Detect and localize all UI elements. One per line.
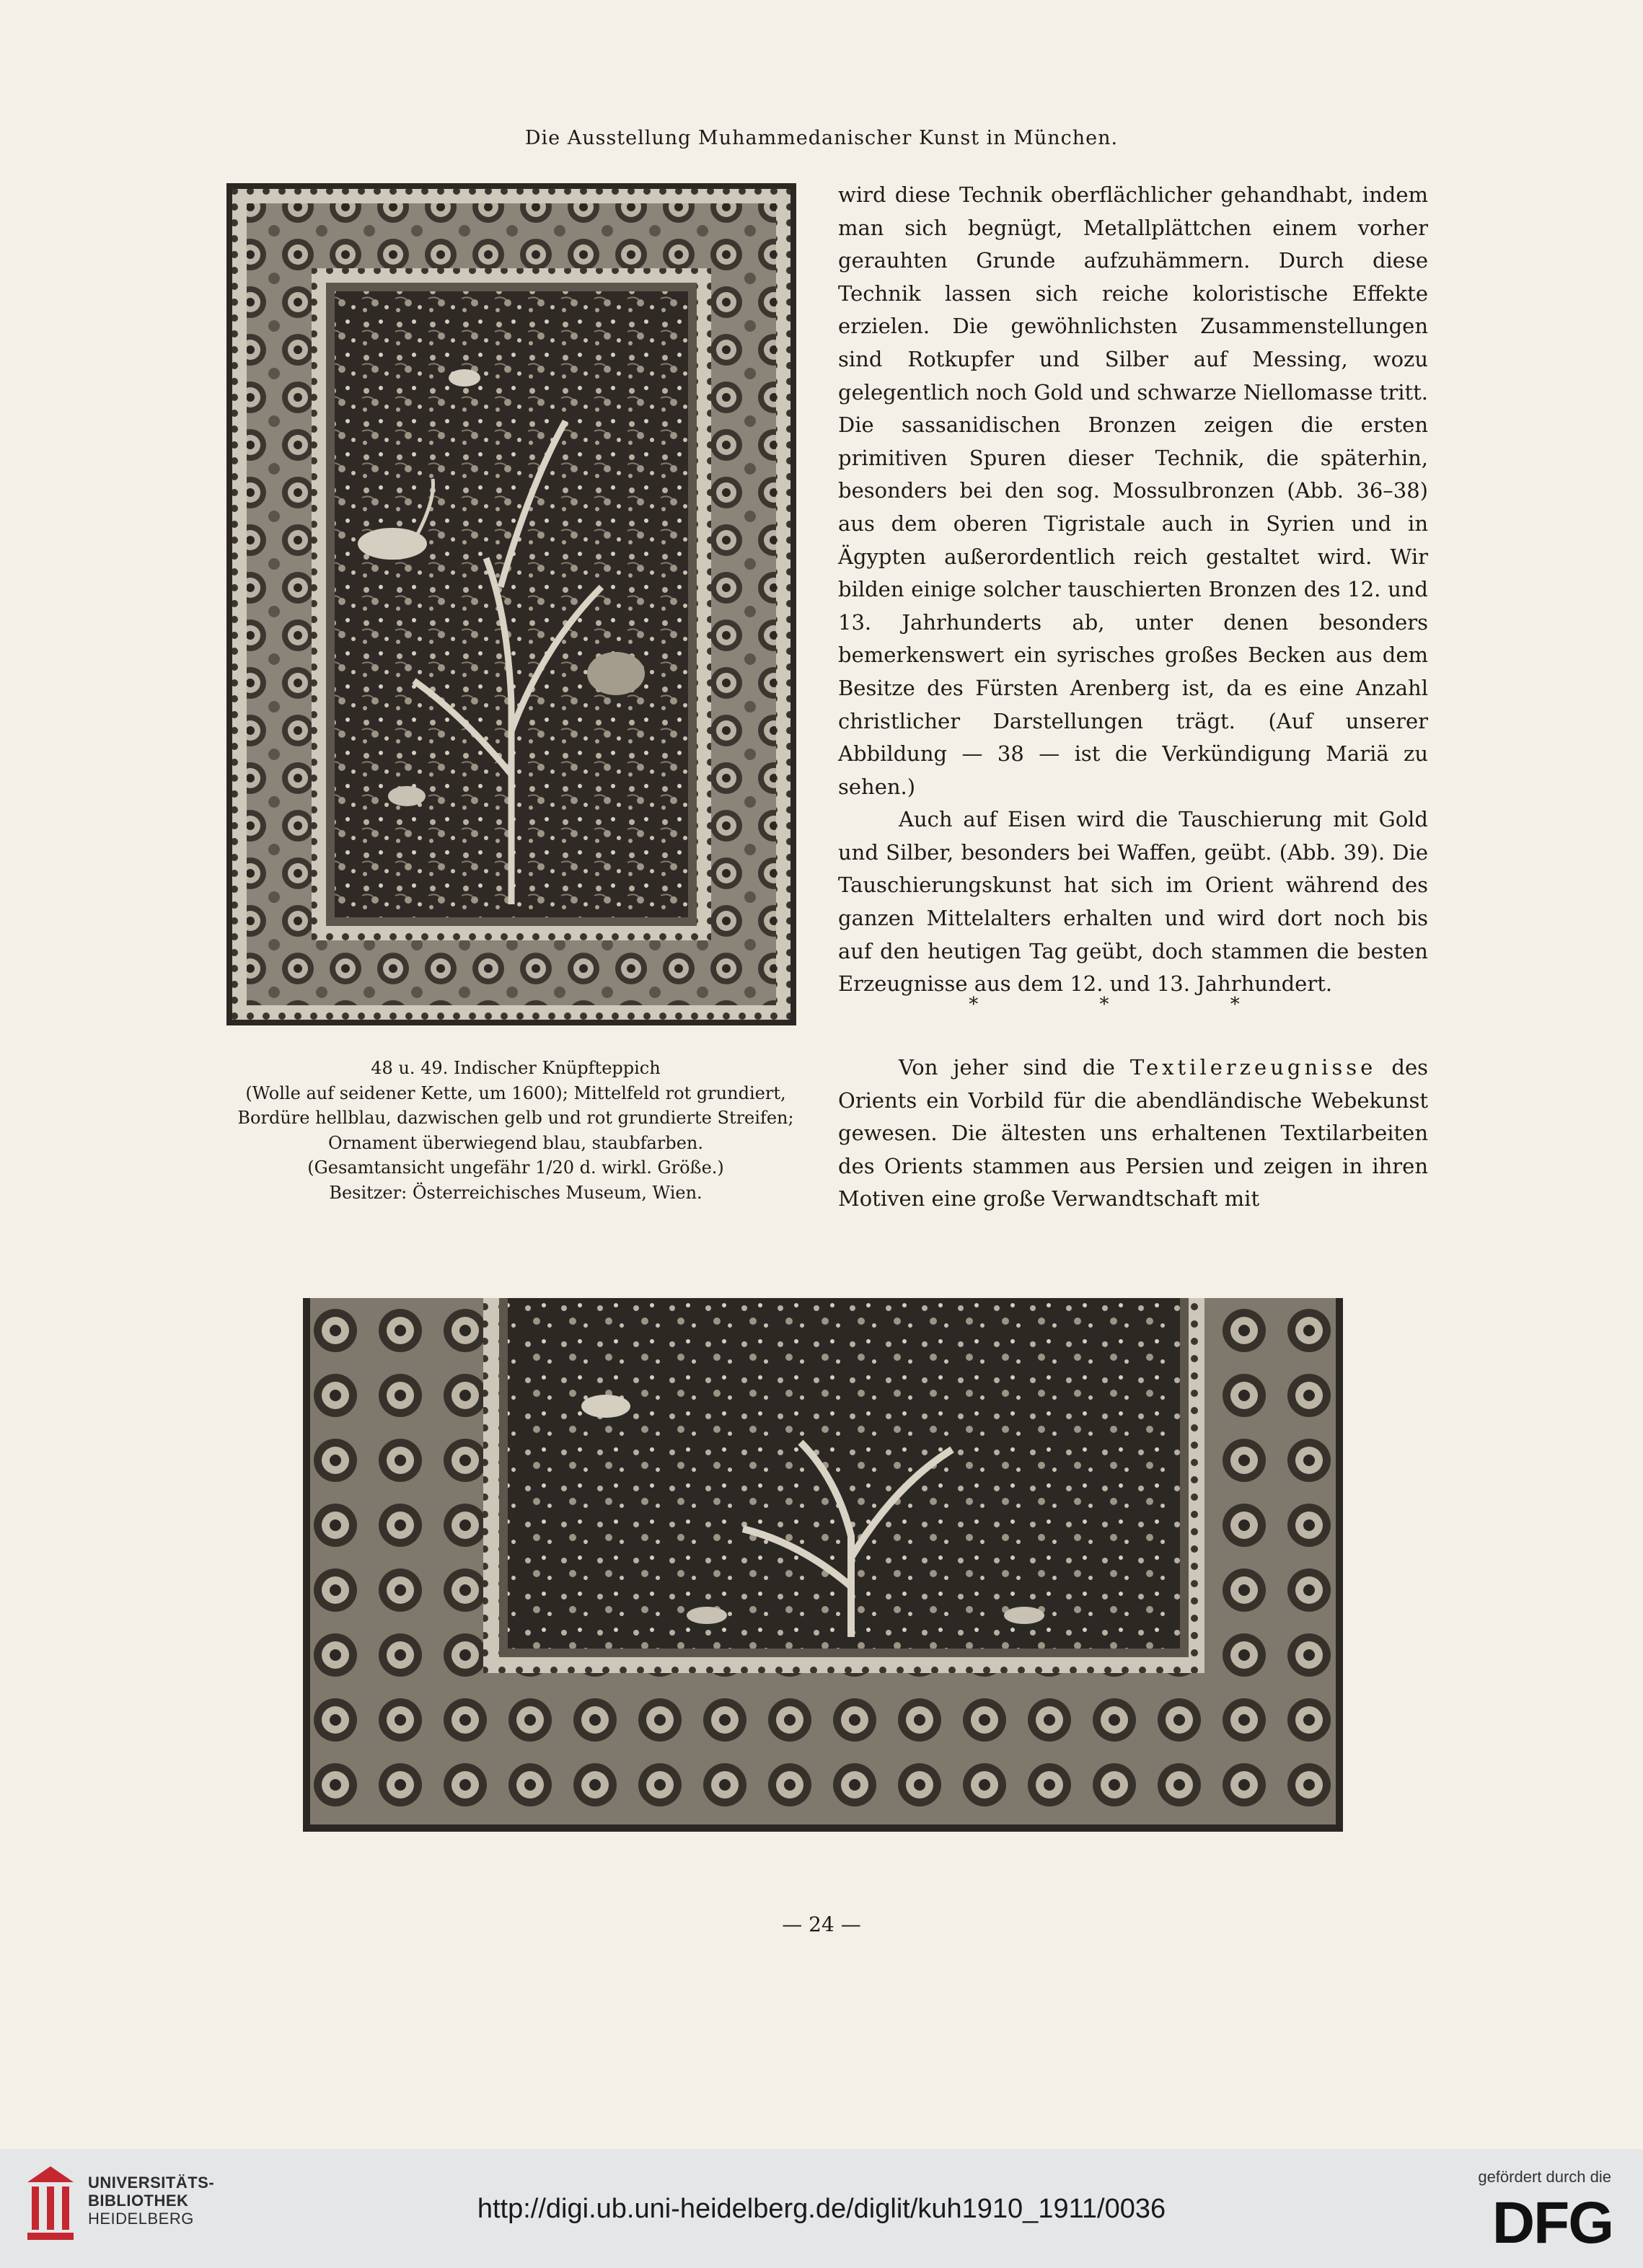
paragraph: Auch auf Eisen wird die Tauschierung mit Gold und Silber, besonders bei Waffen, geübt. (Abb. 39). Die Tauschierungskunst hat sich im Orient während des ganzen Mittelalters erhalten und wird dort noch bis auf den heutigen Tag geübt, doch stammen die besten Erzeugnisse aus dem 12. und 13. Jahrhundert. — [838, 807, 1428, 997]
caption-line: (Wolle auf seidener Kette, um 1600); Mittelfeld rot grundiert, — [245, 1082, 786, 1103]
funder-label: gefördert durch die — [1478, 2168, 1611, 2186]
carpet-tree-of-life-portrait-icon — [226, 183, 796, 1025]
library-line: BIBLIOTHEK — [88, 2192, 189, 2210]
caption-line: Bordüre hellblau, dazwischen gelb und rot grundierte Streifen; — [237, 1108, 794, 1128]
caption-line: 48 u. 49. Indischer Knüpfteppich — [371, 1058, 661, 1078]
carpet-tree-of-life-landscape-icon — [303, 1298, 1343, 1832]
permalink-url[interactable]: http://digi.ub.uni-heidelberg.de/diglit/kuh1910_1911/0036 — [477, 2194, 1166, 2224]
caption-line: Ornament überwiegend blau, staubfarben. — [327, 1132, 703, 1153]
dfg-logo[interactable]: DFG — [1492, 2190, 1613, 2256]
figure-caption — [224, 1056, 808, 1205]
section-separator: * * * — [969, 994, 1298, 1015]
library-line: HEIDELBERG — [88, 2210, 194, 2228]
paragraph-start: Von jeher sind die — [899, 1055, 1115, 1080]
paragraph-rest: des Orients ein Vorbild für die abendländische Webekunst gewesen. Die ältesten uns erhaltenen Textilarbeiten des Orients stammen aus Persien und zeigen in ihren Motiven eine große Verwandtschaft mit — [838, 1055, 1428, 1212]
paragraph: wird diese Technik oberflächlicher gehandhabt, indem man sich begnügt, Metallplättchen einem vorher gerauhten Grunde aufzuhämmern. Durch diese Technik lassen sich reiche koloristische Effekte erzielen. Die gewöhnlichsten Zusammenstellungen sind Rotkupfer und Silber auf Messing, wozu gelegentlich noch Gold und schwarze Niellomasse tritt. Die sassanidischen Bronzen zeigen die ersten primitiven Spuren dieser Technik, die späterhin, besonders bei den sog. Mossulbronzen (Abb. 36–38) aus dem oberen Tigristale auch in Syrien und in Ägypten außerordentlich reich gestaltet wird. Wir bilden einige solcher tauschierten Bronzen des 12. und 13. Jahrhunderts ab, unter denen besonders bemerkenswert ein syrisches großes Becken aus dem Besitze des Fürsten Arenberg ist, da es eine Anzahl christlicher Darstellungen trägt. (Auf unserer Abbildung — 38 — ist die Verkündigung Mariä zu sehen.) — [838, 182, 1428, 799]
library-line: UNIVERSITÄTS- — [88, 2174, 215, 2192]
paragraph — [838, 1051, 1428, 1216]
body-text-column — [838, 179, 1428, 1001]
footer-bar — [0, 2149, 1643, 2268]
page-number: — 24 — — [782, 1912, 861, 1936]
spaced-term: Textilerzeugnisse — [1129, 1055, 1377, 1080]
caption-line: Besitzer: Österreichisches Museum, Wien. — [329, 1182, 702, 1203]
caption-line: (Gesamtansicht ungefähr 1/20 d. wirkl. Größe.) — [307, 1157, 724, 1178]
running-title: Die Ausstellung Muhammedanischer Kunst in München. — [524, 127, 1119, 149]
